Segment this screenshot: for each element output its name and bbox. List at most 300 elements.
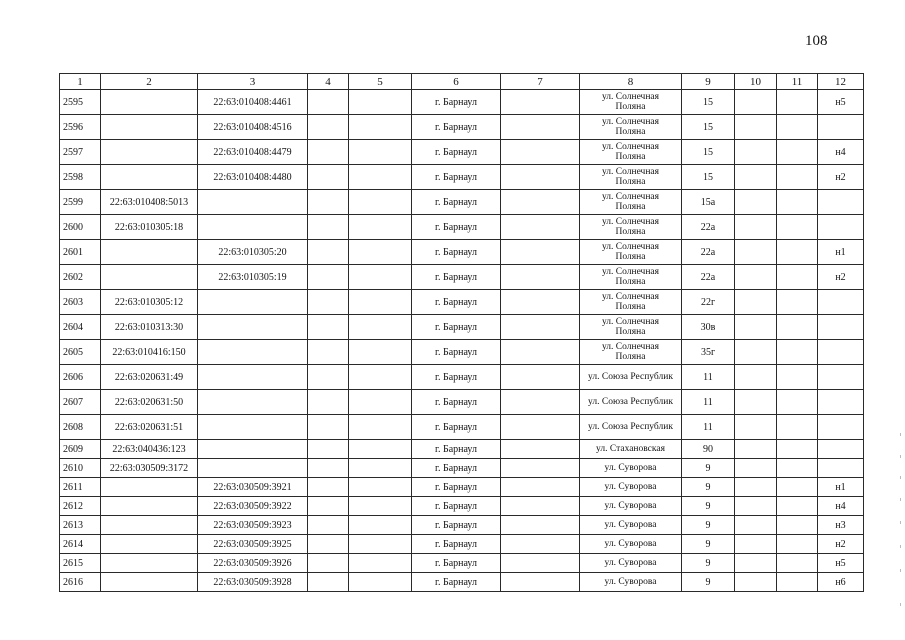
cell-col-8: ул. Союза Республик <box>580 415 682 440</box>
empty-cell <box>777 215 818 240</box>
cell-col-1: 2613 <box>60 516 101 535</box>
cell-col-1: 2616 <box>60 573 101 592</box>
cell-col-2: 22:63:010408:5013 <box>101 190 198 215</box>
cell-col-1: 2610 <box>60 459 101 478</box>
empty-cell <box>308 240 349 265</box>
cell-col-8: ул. Солнечная Поляна <box>580 265 682 290</box>
empty-cell <box>501 115 580 140</box>
cell-col-9: 9 <box>682 554 735 573</box>
cell-col-2 <box>101 165 198 190</box>
column-header-4: 4 <box>308 74 349 90</box>
cell-col-3: 22:63:030509:3928 <box>198 573 308 592</box>
empty-cell <box>735 240 777 265</box>
empty-cell <box>308 315 349 340</box>
cell-col-8: ул. Солнечная Поляна <box>580 240 682 265</box>
scan-edge-mark <box>900 433 901 436</box>
cell-col-12: н2 <box>818 265 864 290</box>
empty-cell <box>308 573 349 592</box>
empty-cell <box>349 554 412 573</box>
empty-cell <box>501 390 580 415</box>
cell-col-2 <box>101 115 198 140</box>
table-row <box>60 415 864 440</box>
cell-col-3: 22:63:010305:20 <box>198 240 308 265</box>
empty-cell <box>349 315 412 340</box>
empty-cell <box>501 573 580 592</box>
empty-cell <box>777 573 818 592</box>
registry-table <box>59 73 864 592</box>
empty-cell <box>308 115 349 140</box>
empty-cell <box>501 516 580 535</box>
scan-edge-mark <box>900 498 901 501</box>
cell-col-12 <box>818 290 864 315</box>
empty-cell <box>777 190 818 215</box>
cell-col-2 <box>101 90 198 115</box>
empty-cell <box>349 340 412 365</box>
column-header-12: 12 <box>818 74 864 90</box>
cell-col-6: г. Барнаул <box>412 459 501 478</box>
column-header-1: 1 <box>60 74 101 90</box>
empty-cell <box>349 365 412 390</box>
cell-col-9: 15а <box>682 190 735 215</box>
cell-col-1: 2604 <box>60 315 101 340</box>
empty-cell <box>308 554 349 573</box>
empty-cell <box>735 265 777 290</box>
cell-col-2 <box>101 573 198 592</box>
cell-col-9: 15 <box>682 90 735 115</box>
cell-col-2 <box>101 140 198 165</box>
cell-col-6: г. Барнаул <box>412 535 501 554</box>
table-row <box>60 440 864 459</box>
cell-col-2 <box>101 554 198 573</box>
empty-cell <box>501 478 580 497</box>
cell-col-2: 22:63:040436:123 <box>101 440 198 459</box>
cell-col-12 <box>818 440 864 459</box>
empty-cell <box>777 478 818 497</box>
column-header-5: 5 <box>349 74 412 90</box>
empty-cell <box>777 90 818 115</box>
cell-col-12 <box>818 365 864 390</box>
cell-col-1: 2615 <box>60 554 101 573</box>
empty-cell <box>735 573 777 592</box>
column-header-3: 3 <box>198 74 308 90</box>
cell-col-1: 2608 <box>60 415 101 440</box>
cell-col-12: н5 <box>818 554 864 573</box>
empty-cell <box>735 190 777 215</box>
cell-col-1: 2606 <box>60 365 101 390</box>
cell-col-6: г. Барнаул <box>412 90 501 115</box>
cell-col-8: ул. Суворова <box>580 478 682 497</box>
cell-col-3: 22:63:030509:3923 <box>198 516 308 535</box>
cell-col-12: н1 <box>818 478 864 497</box>
table-row <box>60 240 864 265</box>
cell-col-1: 2597 <box>60 140 101 165</box>
cell-col-9: 11 <box>682 390 735 415</box>
table-row <box>60 140 864 165</box>
cell-col-8: ул. Солнечная Поляна <box>580 90 682 115</box>
cell-col-3: 22:63:030509:3921 <box>198 478 308 497</box>
empty-cell <box>308 340 349 365</box>
table-row <box>60 215 864 240</box>
column-header-9: 9 <box>682 74 735 90</box>
empty-cell <box>777 459 818 478</box>
cell-col-12: н4 <box>818 497 864 516</box>
table-body <box>60 90 864 592</box>
empty-cell <box>501 265 580 290</box>
cell-col-8: ул. Союза Республик <box>580 390 682 415</box>
cell-col-2 <box>101 240 198 265</box>
cell-col-9: 22а <box>682 215 735 240</box>
empty-cell <box>777 415 818 440</box>
empty-cell <box>308 215 349 240</box>
cell-col-1: 2612 <box>60 497 101 516</box>
cell-col-8: ул. Суворова <box>580 516 682 535</box>
cell-col-3 <box>198 365 308 390</box>
empty-cell <box>501 365 580 390</box>
empty-cell <box>308 265 349 290</box>
empty-cell <box>777 340 818 365</box>
table-row <box>60 165 864 190</box>
cell-col-9: 30в <box>682 315 735 340</box>
cell-col-8: ул. Стахановская <box>580 440 682 459</box>
empty-cell <box>777 535 818 554</box>
cell-col-9: 35г <box>682 340 735 365</box>
cell-col-6: г. Барнаул <box>412 265 501 290</box>
page-number: 108 <box>805 33 828 49</box>
table-row <box>60 115 864 140</box>
cell-col-9: 9 <box>682 459 735 478</box>
cell-col-6: г. Барнаул <box>412 290 501 315</box>
cell-col-3: 22:63:010408:4480 <box>198 165 308 190</box>
cell-col-9: 15 <box>682 140 735 165</box>
empty-cell <box>735 535 777 554</box>
cell-col-9: 15 <box>682 165 735 190</box>
table-row <box>60 190 864 215</box>
cell-col-1: 2595 <box>60 90 101 115</box>
cell-col-12: н1 <box>818 240 864 265</box>
cell-col-8: ул. Суворова <box>580 535 682 554</box>
cell-col-12: н2 <box>818 535 864 554</box>
cell-col-2: 22:63:020631:51 <box>101 415 198 440</box>
cell-col-6: г. Барнаул <box>412 478 501 497</box>
cell-col-9: 22г <box>682 290 735 315</box>
cell-col-2: 22:63:010416:150 <box>101 340 198 365</box>
cell-col-8: ул. Солнечная Поляна <box>580 215 682 240</box>
cell-col-8: ул. Солнечная Поляна <box>580 315 682 340</box>
cell-col-8: ул. Солнечная Поляна <box>580 115 682 140</box>
cell-col-9: 11 <box>682 365 735 390</box>
cell-col-6: г. Барнаул <box>412 190 501 215</box>
cell-col-8: ул. Солнечная Поляна <box>580 165 682 190</box>
cell-col-12: н6 <box>818 573 864 592</box>
empty-cell <box>735 415 777 440</box>
cell-col-6: г. Барнаул <box>412 140 501 165</box>
column-header-6: 6 <box>412 74 501 90</box>
empty-cell <box>349 535 412 554</box>
cell-col-1: 2599 <box>60 190 101 215</box>
empty-cell <box>308 440 349 459</box>
cell-col-2: 22:63:010305:18 <box>101 215 198 240</box>
cell-col-9: 11 <box>682 415 735 440</box>
empty-cell <box>501 90 580 115</box>
cell-col-6: г. Барнаул <box>412 340 501 365</box>
empty-cell <box>735 440 777 459</box>
cell-col-1: 2600 <box>60 215 101 240</box>
cell-col-8: ул. Союза Республик <box>580 365 682 390</box>
table-row <box>60 90 864 115</box>
cell-col-6: г. Барнаул <box>412 554 501 573</box>
cell-col-12: н5 <box>818 90 864 115</box>
cell-col-2 <box>101 478 198 497</box>
scan-edge-mark <box>900 476 901 479</box>
empty-cell <box>349 215 412 240</box>
empty-cell <box>349 115 412 140</box>
empty-cell <box>308 535 349 554</box>
empty-cell <box>308 290 349 315</box>
cell-col-3 <box>198 215 308 240</box>
cell-col-6: г. Барнаул <box>412 240 501 265</box>
cell-col-12: н3 <box>818 516 864 535</box>
empty-cell <box>735 340 777 365</box>
column-header-8: 8 <box>580 74 682 90</box>
table-row <box>60 516 864 535</box>
empty-cell <box>349 290 412 315</box>
cell-col-3: 22:63:010305:19 <box>198 265 308 290</box>
cell-col-6: г. Барнаул <box>412 365 501 390</box>
empty-cell <box>735 497 777 516</box>
header-row <box>60 74 864 90</box>
cell-col-1: 2614 <box>60 535 101 554</box>
cell-col-8: ул. Солнечная Поляна <box>580 340 682 365</box>
empty-cell <box>735 315 777 340</box>
empty-cell <box>349 390 412 415</box>
empty-cell <box>735 90 777 115</box>
cell-col-1: 2609 <box>60 440 101 459</box>
empty-cell <box>501 165 580 190</box>
cell-col-12: н4 <box>818 140 864 165</box>
table-row <box>60 340 864 365</box>
cell-col-1: 2601 <box>60 240 101 265</box>
cell-col-9: 9 <box>682 478 735 497</box>
empty-cell <box>735 365 777 390</box>
empty-cell <box>501 190 580 215</box>
empty-cell <box>777 440 818 459</box>
empty-cell <box>735 140 777 165</box>
cell-col-9: 9 <box>682 516 735 535</box>
cell-col-12 <box>818 215 864 240</box>
empty-cell <box>777 315 818 340</box>
cell-col-6: г. Барнаул <box>412 215 501 240</box>
empty-cell <box>501 459 580 478</box>
empty-cell <box>308 478 349 497</box>
empty-cell <box>777 365 818 390</box>
column-header-10: 10 <box>735 74 777 90</box>
empty-cell <box>349 478 412 497</box>
empty-cell <box>308 459 349 478</box>
cell-col-2: 22:63:030509:3172 <box>101 459 198 478</box>
empty-cell <box>308 516 349 535</box>
empty-cell <box>349 516 412 535</box>
cell-col-8: ул. Суворова <box>580 497 682 516</box>
cell-col-9: 9 <box>682 497 735 516</box>
column-header-7: 7 <box>501 74 580 90</box>
cell-col-3: 22:63:030509:3926 <box>198 554 308 573</box>
table-row <box>60 535 864 554</box>
cell-col-1: 2602 <box>60 265 101 290</box>
empty-cell <box>735 478 777 497</box>
cell-col-2: 22:63:010313:30 <box>101 315 198 340</box>
empty-cell <box>349 140 412 165</box>
empty-cell <box>308 190 349 215</box>
empty-cell <box>308 497 349 516</box>
table-row <box>60 478 864 497</box>
empty-cell <box>777 516 818 535</box>
empty-cell <box>308 365 349 390</box>
empty-cell <box>735 554 777 573</box>
cell-col-8: ул. Солнечная Поляна <box>580 190 682 215</box>
cell-col-3 <box>198 340 308 365</box>
cell-col-9: 15 <box>682 115 735 140</box>
cell-col-1: 2596 <box>60 115 101 140</box>
cell-col-1: 2603 <box>60 290 101 315</box>
scan-edge-mark <box>900 603 901 606</box>
cell-col-3 <box>198 459 308 478</box>
table-row <box>60 265 864 290</box>
empty-cell <box>308 140 349 165</box>
cell-col-2: 22:63:020631:50 <box>101 390 198 415</box>
empty-cell <box>308 390 349 415</box>
empty-cell <box>501 290 580 315</box>
table-row <box>60 290 864 315</box>
cell-col-12 <box>818 315 864 340</box>
empty-cell <box>501 440 580 459</box>
empty-cell <box>501 415 580 440</box>
cell-col-2 <box>101 265 198 290</box>
empty-cell <box>777 390 818 415</box>
empty-cell <box>777 165 818 190</box>
column-header-2: 2 <box>101 74 198 90</box>
cell-col-12 <box>818 340 864 365</box>
cell-col-12 <box>818 459 864 478</box>
cell-col-6: г. Барнаул <box>412 390 501 415</box>
cell-col-1: 2607 <box>60 390 101 415</box>
scan-edge-mark <box>900 521 901 524</box>
empty-cell <box>777 497 818 516</box>
empty-cell <box>308 415 349 440</box>
cell-col-6: г. Барнаул <box>412 115 501 140</box>
cell-col-12 <box>818 115 864 140</box>
empty-cell <box>501 140 580 165</box>
scan-edge-mark <box>900 545 901 548</box>
empty-cell <box>501 554 580 573</box>
table-row <box>60 459 864 478</box>
cell-col-12 <box>818 390 864 415</box>
empty-cell <box>349 90 412 115</box>
table-row <box>60 315 864 340</box>
cell-col-6: г. Барнаул <box>412 497 501 516</box>
empty-cell <box>349 190 412 215</box>
cell-col-6: г. Барнаул <box>412 440 501 459</box>
cell-col-8: ул. Солнечная Поляна <box>580 140 682 165</box>
cell-col-12 <box>818 190 864 215</box>
empty-cell <box>349 440 412 459</box>
cell-col-6: г. Барнаул <box>412 573 501 592</box>
cell-col-8: ул. Суворова <box>580 554 682 573</box>
empty-cell <box>349 415 412 440</box>
empty-cell <box>349 497 412 516</box>
empty-cell <box>777 140 818 165</box>
empty-cell <box>735 290 777 315</box>
cell-col-3: 22:63:010408:4516 <box>198 115 308 140</box>
cell-col-1: 2605 <box>60 340 101 365</box>
empty-cell <box>777 290 818 315</box>
cell-col-12: н2 <box>818 165 864 190</box>
empty-cell <box>501 240 580 265</box>
empty-cell <box>349 165 412 190</box>
empty-cell <box>501 497 580 516</box>
cell-col-8: ул. Суворова <box>580 459 682 478</box>
table-row <box>60 497 864 516</box>
empty-cell <box>777 240 818 265</box>
table-row <box>60 573 864 592</box>
empty-cell <box>735 459 777 478</box>
cell-col-3 <box>198 390 308 415</box>
empty-cell <box>501 340 580 365</box>
cell-col-3 <box>198 190 308 215</box>
cell-col-2 <box>101 535 198 554</box>
cell-col-9: 22а <box>682 265 735 290</box>
cell-col-2 <box>101 497 198 516</box>
cell-col-3 <box>198 415 308 440</box>
cell-col-3: 22:63:030509:3925 <box>198 535 308 554</box>
column-header-11: 11 <box>777 74 818 90</box>
empty-cell <box>501 215 580 240</box>
scan-edge-mark <box>900 455 901 458</box>
cell-col-1: 2611 <box>60 478 101 497</box>
cell-col-8: ул. Солнечная Поляна <box>580 290 682 315</box>
empty-cell <box>349 265 412 290</box>
cell-col-9: 90 <box>682 440 735 459</box>
cell-col-9: 22а <box>682 240 735 265</box>
cell-col-6: г. Барнаул <box>412 415 501 440</box>
cell-col-12 <box>818 415 864 440</box>
cell-col-9: 9 <box>682 573 735 592</box>
empty-cell <box>308 165 349 190</box>
empty-cell <box>777 265 818 290</box>
empty-cell <box>735 516 777 535</box>
empty-cell <box>349 573 412 592</box>
empty-cell <box>349 459 412 478</box>
empty-cell <box>735 165 777 190</box>
cell-col-6: г. Барнаул <box>412 516 501 535</box>
cell-col-6: г. Барнаул <box>412 315 501 340</box>
empty-cell <box>777 554 818 573</box>
table-row <box>60 554 864 573</box>
cell-col-8: ул. Суворова <box>580 573 682 592</box>
scan-edge-mark <box>900 569 901 572</box>
empty-cell <box>777 115 818 140</box>
cell-col-3 <box>198 315 308 340</box>
cell-col-2 <box>101 516 198 535</box>
cell-col-6: г. Барнаул <box>412 165 501 190</box>
empty-cell <box>735 115 777 140</box>
empty-cell <box>735 390 777 415</box>
cell-col-9: 9 <box>682 535 735 554</box>
empty-cell <box>349 240 412 265</box>
empty-cell <box>501 315 580 340</box>
cell-col-2: 22:63:020631:49 <box>101 365 198 390</box>
cell-col-3: 22:63:010408:4479 <box>198 140 308 165</box>
table-row <box>60 390 864 415</box>
